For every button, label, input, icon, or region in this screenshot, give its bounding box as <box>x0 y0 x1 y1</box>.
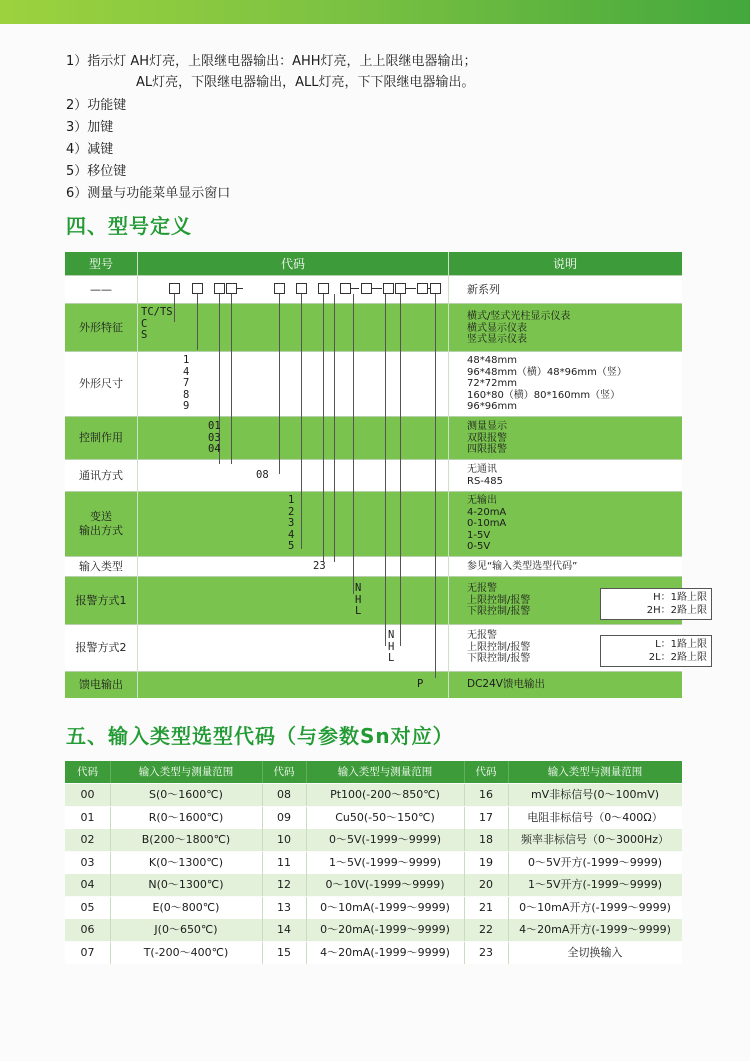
note-line: 96*96mm <box>467 401 517 412</box>
column-divider <box>508 919 509 941</box>
note-line: 无报警 <box>467 630 497 641</box>
code-value: 03 <box>208 431 221 444</box>
code-value: P <box>417 678 424 690</box>
table-row <box>65 460 682 492</box>
column-divider <box>306 829 307 851</box>
model-prefix: —— <box>90 282 112 296</box>
code-dash <box>351 288 359 289</box>
note-line: RS-485 <box>467 475 503 487</box>
connector-line <box>323 294 324 562</box>
table-row <box>65 352 682 417</box>
column-divider <box>110 897 111 919</box>
code-dash <box>406 288 416 289</box>
code-value: 1 <box>288 494 295 506</box>
alarm2-legend <box>600 635 712 667</box>
note-line: 无输出 <box>467 495 497 506</box>
code-cell: 22 <box>479 923 493 936</box>
note-line: 横式/竖式光柱显示仪表 <box>467 311 571 322</box>
alarm1-legend <box>600 588 712 620</box>
connector-line <box>174 294 175 322</box>
range-cell: 0～10mA开方(-1999～9999) <box>519 900 671 914</box>
column-divider <box>306 761 307 783</box>
code-cell: 12 <box>277 878 291 891</box>
column-divider <box>464 852 465 874</box>
note-line: 0-10mA <box>467 518 507 529</box>
column-divider <box>464 874 465 896</box>
column-divider <box>262 942 263 964</box>
code-box <box>430 283 441 294</box>
column-divider <box>110 829 111 851</box>
table-row <box>65 874 682 896</box>
list-item: 6）测量与功能菜单显示窗口 <box>66 186 231 201</box>
column-divider <box>508 874 509 896</box>
connector-line <box>385 294 386 646</box>
table-row <box>65 852 682 874</box>
table-row <box>65 807 682 829</box>
column-divider <box>262 829 263 851</box>
code-cell: 15 <box>277 945 291 959</box>
range-cell: 1～5V(-1999～9999) <box>328 855 442 869</box>
note-line: 48*48mm <box>467 355 517 366</box>
column-divider <box>262 784 263 806</box>
code-value: TC/TS <box>141 306 173 318</box>
column-divider <box>508 852 509 874</box>
range-cell: J(0～650℃) <box>154 923 218 936</box>
column-divider <box>262 897 263 919</box>
note-line: 1-5V <box>467 529 491 541</box>
range-cell: N(0～1300℃) <box>148 878 224 891</box>
code-value: 3 <box>288 517 295 529</box>
code-value: 4 <box>288 528 295 541</box>
table-header-row <box>65 761 682 783</box>
row-note-list <box>467 421 507 456</box>
range-cell: R(0～1600℃) <box>148 810 224 824</box>
code-cell: 07 <box>80 945 95 959</box>
range-cell: K(0～1300℃) <box>148 855 224 869</box>
range-cell: 0～5V开方(-1999～9999) <box>527 855 663 869</box>
note-line: 竖式显示仪表 <box>467 334 527 345</box>
table-row <box>65 919 682 941</box>
header-cell: 代码 <box>77 766 98 778</box>
row-note-list <box>467 311 570 346</box>
code-value: H <box>355 593 362 606</box>
column-divider <box>508 761 509 783</box>
table-row <box>65 492 682 557</box>
code-value: L <box>355 605 362 617</box>
column-divider <box>306 874 307 896</box>
legend-line: H：1路上限 <box>653 592 707 603</box>
column-divider <box>110 784 111 806</box>
range-cell: mV非标信号(0～100mV) <box>530 788 660 801</box>
code-cell: 23 <box>479 945 493 959</box>
list-item: 5）移位键 <box>66 164 127 179</box>
code-cell: 05 <box>80 900 95 914</box>
row-label: 馈电输出 <box>79 678 123 691</box>
range-cell: B(200～1800℃) <box>141 833 231 846</box>
row-label: 输入类型 <box>79 559 123 573</box>
connector-line <box>231 294 232 464</box>
range-cell: 4～20mA(-1999～9999) <box>320 945 450 959</box>
code-cell: 19 <box>479 855 493 869</box>
table-row <box>65 625 707 672</box>
column-divider <box>306 784 307 806</box>
table-row <box>65 276 682 304</box>
column-divider <box>306 897 307 919</box>
note-line: 4-20mA <box>467 506 507 518</box>
header-cell: 代码 <box>273 766 295 778</box>
column-divider <box>262 852 263 874</box>
header-model: 型号 <box>88 257 113 271</box>
code-box <box>417 283 428 294</box>
code-cell: 02 <box>80 833 95 846</box>
table-row <box>65 557 682 577</box>
code-value: S <box>141 329 148 341</box>
table-row <box>65 417 682 460</box>
code-cell: 14 <box>277 923 291 936</box>
code-box <box>383 283 394 294</box>
column-divider <box>110 807 111 829</box>
row-note-list <box>467 355 627 413</box>
note-line: 测量显示 <box>467 421 507 432</box>
note-line: 四限报警 <box>467 444 507 455</box>
row-note-list <box>467 495 506 553</box>
column-divider <box>137 252 138 698</box>
code-cell: 04 <box>80 878 95 891</box>
range-cell: S(0～1600℃) <box>149 788 223 801</box>
table-row <box>65 829 682 851</box>
table-row <box>65 577 707 625</box>
column-divider <box>306 942 307 964</box>
code-value: 04 <box>208 443 221 455</box>
column-divider <box>262 919 263 941</box>
column-divider <box>464 829 465 851</box>
code-value: 08 <box>256 469 269 481</box>
code-value: 7 <box>183 377 190 389</box>
column-divider <box>448 252 449 698</box>
column-divider <box>110 852 111 874</box>
range-cell: 全切换输入 <box>567 945 623 959</box>
row-note-list <box>467 583 530 618</box>
code-cell: 06 <box>80 923 95 936</box>
code-box <box>169 283 180 294</box>
row-label: 报警方式1 <box>75 593 127 607</box>
legend-line: 2L：2路上限 <box>648 652 707 663</box>
code-box <box>296 283 307 294</box>
row-note-list <box>467 630 530 665</box>
code-cell: 16 <box>479 788 493 801</box>
list-item: 2）功能键 <box>66 98 127 113</box>
code-box <box>192 283 203 294</box>
code-value: N <box>388 629 395 641</box>
connector-line <box>334 294 335 562</box>
column-divider <box>508 807 509 829</box>
column-divider <box>464 807 465 829</box>
header-code: 代码 <box>280 257 305 271</box>
code-list <box>388 630 394 665</box>
column-divider <box>110 919 111 941</box>
top-color-band <box>0 0 750 24</box>
code-list <box>355 583 361 618</box>
code-list <box>288 495 294 553</box>
note-line: 上限控制/报警 <box>467 641 531 653</box>
list-item: 1）指示灯 AH灯亮，上限继电器输出：AHH灯亮，上上限继电器输出； <box>66 54 477 69</box>
code-box <box>361 283 372 294</box>
code-cell: 13 <box>277 900 291 914</box>
code-cell: 09 <box>277 810 291 824</box>
range-cell: Pt100(-200～850℃) <box>330 788 440 801</box>
column-divider <box>306 852 307 874</box>
code-box <box>340 283 351 294</box>
column-divider <box>464 919 465 941</box>
range-cell: 0～10mA(-1999～9999) <box>320 900 450 914</box>
connector-line <box>279 294 280 474</box>
code-dash <box>372 288 382 289</box>
section-title-model: 四、型号定义 <box>66 214 192 238</box>
code-box <box>274 283 285 294</box>
code-box <box>318 283 329 294</box>
column-divider <box>110 761 111 783</box>
connector-line <box>435 294 436 678</box>
column-divider <box>262 807 263 829</box>
column-divider <box>464 761 465 783</box>
list-item: 3）加键 <box>66 120 114 135</box>
column-divider <box>110 942 111 964</box>
range-cell: 0～10V(-1999～9999) <box>325 878 445 891</box>
row-note-list <box>467 464 503 487</box>
column-divider <box>464 942 465 964</box>
row-note: DC24V馈电输出 <box>467 678 545 690</box>
header-cell: 输入类型与测量范围 <box>337 766 433 778</box>
note-line: 双限报警 <box>467 432 507 444</box>
connector-line <box>353 294 354 594</box>
connector-line <box>301 294 302 549</box>
legend-line: L：1路上限 <box>655 639 707 650</box>
code-value: 9 <box>183 400 190 412</box>
note-line: 横式显示仪表 <box>467 322 527 334</box>
code-cell: 20 <box>479 878 493 891</box>
range-cell: 电阻非标信号（0～400Ω） <box>527 810 663 824</box>
table-row <box>65 784 682 806</box>
column-divider <box>262 874 263 896</box>
code-cell: 08 <box>277 788 291 801</box>
note-line: 160*80（横）80*160mm（竖） <box>467 389 621 401</box>
connector-line <box>197 294 198 350</box>
code-list <box>141 307 173 342</box>
row-note: 参见“输入类型选型代码” <box>467 561 578 572</box>
list-item: 4）减键 <box>66 142 114 157</box>
code-value: 2 <box>288 505 295 518</box>
column-divider <box>110 874 111 896</box>
code-cell: 00 <box>80 788 95 801</box>
code-box <box>214 283 225 294</box>
model-definition-table <box>65 252 707 698</box>
table-row <box>65 897 682 919</box>
code-cell: 21 <box>479 900 493 914</box>
code-value: 1 <box>183 354 190 366</box>
header-cell: 输入类型与测量范围 <box>138 766 234 778</box>
code-box <box>395 283 406 294</box>
section-title-input-types: 五、输入类型选型代码（与参数Sn对应） <box>66 724 454 748</box>
note-line: 下限控制/报警 <box>467 653 531 664</box>
column-divider <box>306 919 307 941</box>
row-label: 外形尺寸 <box>79 377 123 390</box>
header-cell: 输入类型与测量范围 <box>547 766 643 778</box>
code-cell: 03 <box>80 855 95 869</box>
header-cell: 代码 <box>475 766 497 778</box>
row-label: 通讯方式 <box>79 468 123 482</box>
column-divider <box>464 897 465 919</box>
note-line: 无通讯 <box>467 464 497 475</box>
code-dash <box>237 288 243 289</box>
row-note: 新系列 <box>467 283 500 296</box>
range-cell: T(-200～400℃) <box>143 945 229 959</box>
legend-line: 2H：2路上限 <box>646 605 707 616</box>
row-label: 外形特征 <box>79 320 123 334</box>
column-divider <box>306 807 307 829</box>
connector-line <box>400 294 401 646</box>
code-cell: 11 <box>277 855 291 869</box>
code-cell: 10 <box>277 833 291 846</box>
column-divider <box>508 784 509 806</box>
table-row <box>65 942 682 964</box>
code-value: 5 <box>288 540 295 552</box>
range-cell: 0～5V(-1999～9999) <box>328 833 442 846</box>
code-value: C <box>141 317 148 330</box>
code-value: L <box>388 652 395 664</box>
code-box <box>226 283 237 294</box>
range-cell: 0～20mA(-1999～9999) <box>320 923 450 936</box>
code-value: 4 <box>183 365 190 378</box>
code-value: H <box>388 640 395 653</box>
note-line: 上限控制/报警 <box>467 594 531 606</box>
row-label: 报警方式2 <box>75 641 127 654</box>
list-item-continuation: AL灯亮，下限继电器输出，ALL灯亮，下下限继电器输出。 <box>136 75 475 90</box>
note-line: 96*48mm（横）48*96mm（竖） <box>467 366 627 378</box>
column-divider <box>508 829 509 851</box>
table-row <box>65 672 682 698</box>
code-value: 23 <box>313 560 326 572</box>
code-value: N <box>355 582 362 594</box>
row-label: 控制作用 <box>79 431 123 444</box>
range-cell: Cu50(-50～150℃) <box>335 810 435 824</box>
code-cell: 17 <box>479 810 493 824</box>
range-cell: 频率非标信号（0～3000Hz） <box>520 833 670 846</box>
code-cell: 18 <box>479 833 493 846</box>
range-cell: 4～20mA开方(-1999～9999) <box>519 923 671 936</box>
column-divider <box>464 784 465 806</box>
code-value: 01 <box>208 420 221 432</box>
code-list <box>208 421 221 456</box>
row-label: 变送 输出方式 <box>79 510 123 537</box>
code-cell: 01 <box>80 810 95 824</box>
column-divider <box>508 897 509 919</box>
note-line: 0-5V <box>467 541 491 552</box>
column-divider <box>262 761 263 783</box>
column-divider <box>508 942 509 964</box>
header-desc: 说明 <box>552 257 577 271</box>
code-value: 8 <box>183 388 190 401</box>
note-line: 无报警 <box>467 583 497 594</box>
table-header-row <box>65 252 682 276</box>
code-list <box>183 355 189 413</box>
range-cell: 1～5V开方(-1999～9999) <box>527 878 663 891</box>
note-line: 下限控制/报警 <box>467 606 531 617</box>
note-line: 72*72mm <box>467 378 517 389</box>
range-cell: E(0～800℃) <box>152 900 220 914</box>
